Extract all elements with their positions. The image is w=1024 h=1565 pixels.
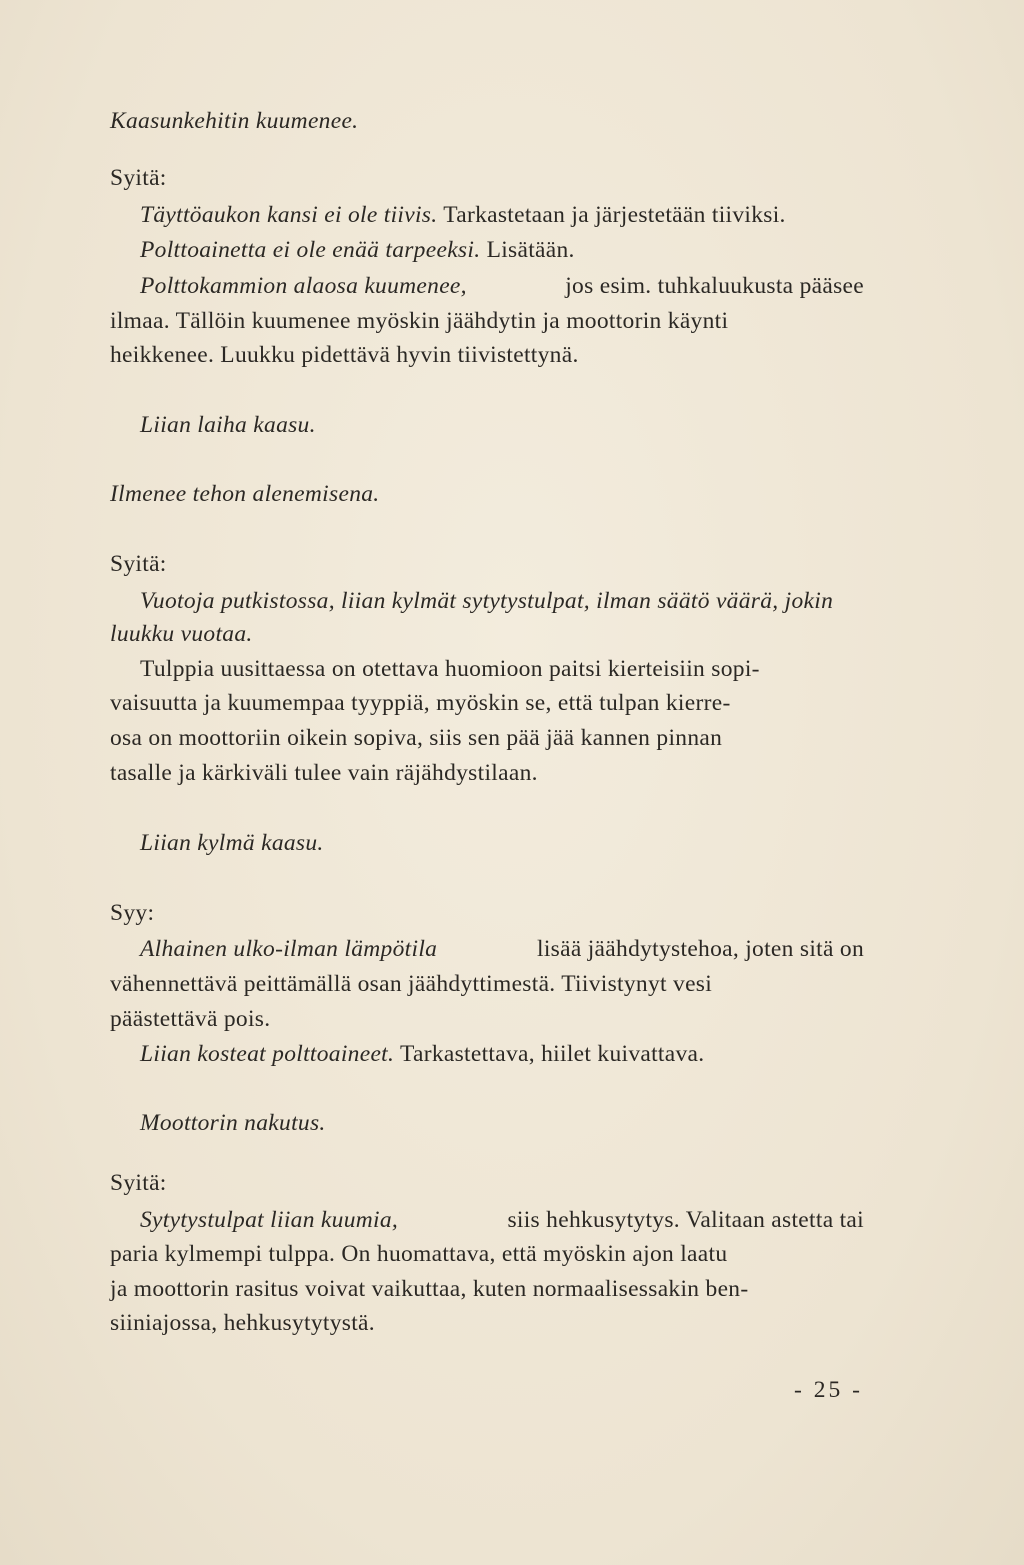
paragraph-line [140, 198, 786, 232]
paragraph-line [140, 1203, 864, 1237]
paragraph-line [140, 932, 864, 966]
paragraph-line: tasalle ja kärkiväli tulee vain räjähdystilaan. [110, 760, 538, 786]
page-number: - 25 - [794, 1377, 863, 1403]
cause-text: Tarkastetaan ja järjestetään tiiviksi. [443, 202, 786, 228]
cause-term: Täyttöaukon kansi ei ole tiivis. [140, 202, 438, 228]
cause-label: Syy: [110, 900, 155, 926]
paragraph-line: Vuotoja putkistossa, liian kylmät sytytystulpat, ilman säätö väärä, jokin [140, 588, 834, 614]
paragraph-line: vähennettävä peittämällä osan jäähdyttimestä. Tiivistynyt vesi [110, 971, 713, 997]
paragraph-line: heikkenee. Luukku pidettävä hyvin tiivistettynä. [110, 342, 579, 368]
section-heading: Kaasunkehitin kuumenee. [110, 108, 359, 134]
paragraph-line [140, 1037, 704, 1071]
cause-term: Sytytystulpat liian kuumia, [140, 1207, 399, 1233]
paragraph-line: paria kylmempi tulppa. On huomattava, että myöskin ajon laatu [110, 1241, 728, 1267]
paragraph-line [140, 233, 575, 267]
paragraph-line: osa on moottoriin oikein sopiva, siis sen pää jää kannen pinnan [110, 725, 723, 751]
paragraph-line: luukku vuotaa. [110, 621, 253, 647]
cause-term: Polttokammion alaosa kuumenee, [140, 273, 467, 299]
paragraph-line: ja moottorin rasitus voivat vaikuttaa, kuten normaalisessakin ben- [110, 1276, 749, 1302]
cause-term: Liian kosteat polttoaineet. [140, 1041, 395, 1067]
cause-text: jos esim. tuhkaluukusta pääsee [565, 273, 864, 299]
causes-label: Syitä: [110, 165, 167, 191]
paragraph-line: siiniajossa, hehkusytytystä. [110, 1310, 375, 1336]
paragraph-line: ilmaa. Tällöin kuumenee myöskin jäähdytin ja moottorin käynti [110, 308, 729, 334]
cause-text: siis hehkusytytys. Valitaan astetta tai [507, 1207, 864, 1233]
paragraph-line: Tulppia uusittaessa on otettava huomioon paitsi kierteisiin sopi- [140, 656, 760, 682]
causes-label: Syitä: [110, 551, 167, 577]
paragraph-line [140, 269, 864, 303]
cause-term: Polttoainetta ei ole enää tarpeeksi. [140, 237, 481, 263]
section-heading: Moottorin nakutus. [140, 1110, 326, 1136]
cause-term: Alhainen ulko-ilman lämpötila [140, 936, 438, 962]
cause-text: Tarkastettava, hiilet kuivattava. [399, 1041, 705, 1067]
cause-text: lisää jäähdytystehoa, joten sitä on [536, 936, 864, 962]
paragraph-line: vaisuutta ja kuumempaa tyyppiä, myöskin se, että tulpan kierre- [110, 690, 731, 716]
section-subheading: Ilmenee tehon alenemisena. [110, 481, 380, 507]
cause-text: Lisätään. [486, 237, 575, 263]
section-heading: Liian kylmä kaasu. [140, 830, 324, 856]
causes-label: Syitä: [110, 1170, 167, 1196]
section-heading: Liian laiha kaasu. [140, 412, 316, 438]
paragraph-line: päästettävä pois. [110, 1006, 271, 1032]
